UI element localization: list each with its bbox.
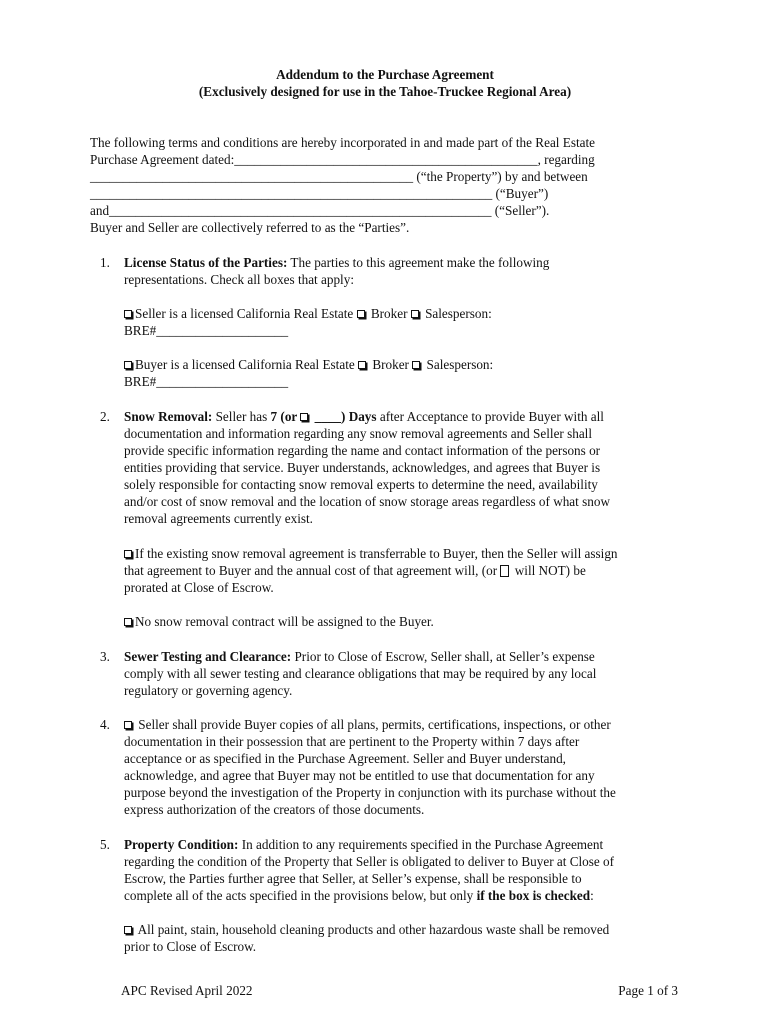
page-number: Page 1 of 3 xyxy=(618,983,678,998)
section-1-heading: License Status of the Parties: xyxy=(124,255,288,270)
section-1-number: 1. xyxy=(100,255,110,270)
seller-salesperson-checkbox[interactable] xyxy=(411,310,419,318)
snow-transfer-checkbox[interactable] xyxy=(124,550,132,558)
section-5-number: 5. xyxy=(100,837,110,852)
section-1-license-status: License Status of the Parties: The parties to this agreement make the following representations. Check all boxes that apply: xyxy=(124,255,550,287)
intro-line: _____________________________________________________________ (“Buyer”) xyxy=(90,186,549,201)
document-subtitle: (Exclusively designed for use in the Tahoe-Truckee Regional Area) xyxy=(198,84,572,99)
snow-transfer-option: If the existing snow removal agreement is transferrable to Buyer, then the Seller will assign that agreement to Buyer and the annual cost of that agreement will, (or will NOT) be prorated at Close of Escrow. xyxy=(124,546,618,595)
intro-line: and__________________________________________________________ (“Seller”). xyxy=(90,203,550,218)
seller-bre-field[interactable]: BRE#____________________ xyxy=(124,323,289,338)
section-2-number: 2. xyxy=(100,409,110,424)
section-3-sewer-testing: Sewer Testing and Clearance: Prior to Close of Escrow, Seller shall, at Seller’s expense comply with all sewer testing and clearance obligations that may be required by any local regulatory or governing agency. xyxy=(124,649,597,698)
intro-line: The following terms and conditions are hereby incorporated in and made part of the Real Estate xyxy=(90,135,595,150)
section-4-documents: Seller shall provide Buyer copies of all plans, permits, certifications, inspections, or other documentation in their possession that are pertinent to the Property within 7 days after acceptance or as specified in the Purchase Agreement. Seller and Buyer understand, acknowledge, and agree that Buyer may not be entitled to use that documentation for any purpose beyond the investigation of the Property in conjunction with its purchase without the express authorization of the creators of those documents. xyxy=(124,717,616,817)
intro-line: Purchase Agreement dated:______________________________________________, regarding xyxy=(90,152,595,167)
documents-checkbox[interactable] xyxy=(124,721,132,729)
intro-line: Buyer and Seller are collectively referred to as the “Parties”. xyxy=(90,220,410,235)
section-3-number: 3. xyxy=(100,649,110,664)
section-2-snow-removal: Snow Removal: Seller has 7 (or ____) Days after Acceptance to provide Buyer with all documentation and information regarding any snow removal agreements and Seller shall provide specific information regarding the name and contact information of the persons or entities providing that service. Buyer understands, acknowledges, and agrees that Buyer is solely responsible for contacting snow removal experts to determine the need, availability and/or cost of snow removal and the location of snow storage areas regardless of what snow removal agreements currently exist. xyxy=(124,409,610,526)
intro-line: _________________________________________________ (“the Property”) by and between xyxy=(90,169,588,184)
seller-license-option: Seller is a licensed California Real Estate Broker Salesperson: BRE#____________________ xyxy=(124,305,684,339)
will-not-checkbox[interactable] xyxy=(500,565,509,577)
section-5-heading: Property Condition: xyxy=(124,837,239,852)
intro-paragraph xyxy=(90,134,690,236)
snow-days-checkbox[interactable] xyxy=(300,413,308,421)
revision-footer: APC Revised April 2022 xyxy=(121,983,253,998)
buyer-license-option: Buyer is a licensed California Real Estate Broker Salesperson: BRE#____________________ xyxy=(124,356,684,390)
seller-licensed-checkbox[interactable] xyxy=(124,310,132,318)
section-2-heading: Snow Removal: xyxy=(124,409,213,424)
buyer-broker-checkbox[interactable] xyxy=(358,361,366,369)
section-4-number: 4. xyxy=(100,717,110,732)
no-snow-contract-option: No snow removal contract will be assigned to the Buyer. xyxy=(124,613,684,630)
seller-broker-checkbox[interactable] xyxy=(357,310,365,318)
buyer-bre-field[interactable]: BRE#____________________ xyxy=(124,374,289,389)
no-snow-contract-checkbox[interactable] xyxy=(124,618,132,626)
buyer-salesperson-checkbox[interactable] xyxy=(412,361,420,369)
section-3-heading: Sewer Testing and Clearance: xyxy=(124,649,292,664)
buyer-licensed-checkbox[interactable] xyxy=(124,361,132,369)
section-5-property-condition: Property Condition: In addition to any requirements specified in the Purchase Agreement regarding the condition of the Property that Seller is obligated to deliver to Buyer at Close of Escrow, the Parties further agree that Seller, at Seller’s expense, shall be responsible to complete all of the acts specified in the provisions below, but only if the box is checked: xyxy=(124,837,615,903)
hazardous-waste-option: All paint, stain, household cleaning products and other hazardous waste shall be removed prior to Close of Escrow. xyxy=(124,922,610,954)
document-title: Addendum to the Purchase Agreement xyxy=(276,67,494,82)
hazardous-waste-checkbox[interactable] xyxy=(124,926,132,934)
